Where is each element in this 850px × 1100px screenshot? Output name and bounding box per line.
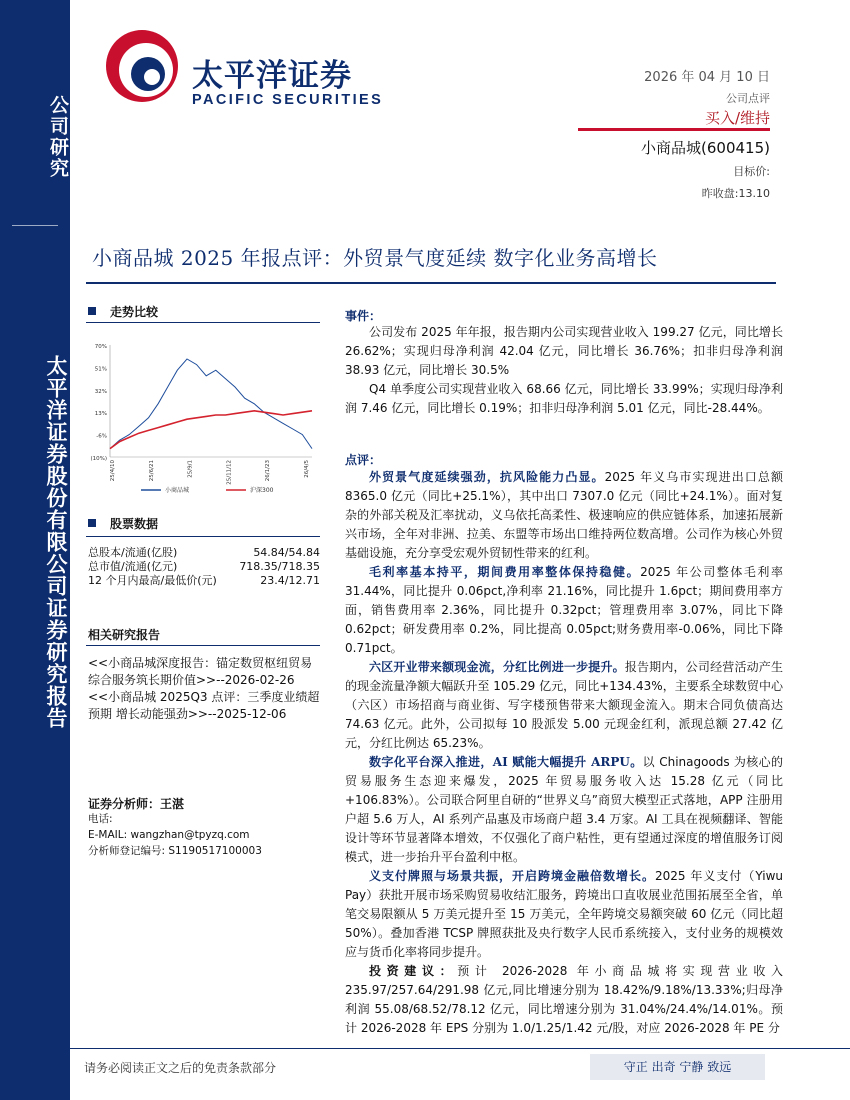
sidebar-org: 太平洋证券股份有限公司证券研究报告 (44, 355, 69, 729)
target-price: 目标价: (733, 165, 770, 178)
stock-name: 小商品城(600415) (641, 139, 770, 157)
analyst-contact (88, 811, 320, 859)
analyst-name: 证券分析师：王湛 (88, 797, 185, 811)
related-reports (88, 655, 320, 723)
table-row: 12 个月内最高/最低价(元) 23.4/12.71 (88, 574, 320, 587)
sidebar-category: 公司研究 (47, 95, 69, 179)
trend-chart (86, 333, 320, 503)
x-tick-label: 25/4/10 (110, 460, 116, 482)
event-paragraph: Q4 单季度公司实现营业收入 68.66 亿元，同比增长 33.99%；实现归母净利润 7.46 亿元，同比增长 0.19%；扣非归母净利润 5.01 亿元，同比-28.44%。 (345, 382, 783, 415)
y-tick-label: 51% (94, 366, 107, 373)
x-tick-label: 25/9/1 (187, 460, 194, 478)
bullet-square-icon (88, 307, 96, 315)
x-tick-label: 26/4/5 (304, 460, 310, 478)
y-tick-label: 32% (94, 388, 107, 395)
logo-mark-icon (100, 20, 190, 110)
sidebar (0, 0, 70, 1100)
rating-underline (578, 128, 770, 131)
series-line (110, 411, 312, 449)
x-tick-label: 25/6/21 (148, 460, 155, 482)
y-tick-label: 70% (94, 344, 107, 350)
event-body (345, 323, 783, 418)
report-date: 2026 年 04 月 10 日 (644, 70, 770, 85)
analyst-email[interactable]: E-MAIL: wangzhan@tpyzq.com (88, 829, 250, 841)
y-tick-label: (10%) (90, 456, 107, 462)
related-rule (86, 645, 320, 646)
related-report-link[interactable]: <<小商品城深度报告：锚定数贸枢纽贸易综合服务筑长期价值>>--2026-02-26 (88, 656, 313, 687)
related-report-link[interactable]: <<小商品城 2025Q3 点评：三季度业绩超预期 增长动能强劲>>--2025-12-06 (88, 690, 320, 721)
comment-point: 毛利率基本持平，期间费用率整体保持稳健。2025 年公司整体毛利率 31.44%，同比提升 0.06pct,净利率 21.16%，同比提升 1.6pct；期间费用率方面，销售费用率 2.36%，同比提升 0.32pct；管理费用率 3.07%，同比下降 0.62pct；研发费用率 0.2%，同比提高 0.05pct;财务费用率-0.06%，同比下降 0.71pct。 (345, 565, 783, 655)
stock-data-table (88, 546, 320, 588)
report-title: 小商品城 2025 年报点评：外贸景气度延续 数字化业务高增长 (92, 246, 658, 270)
stock-data-heading: 股票数据 (88, 515, 158, 532)
bullet-square-icon (88, 519, 96, 527)
footer-rule (70, 1048, 850, 1049)
legend-label: 沪深300 (250, 487, 274, 494)
y-tick-label: -6% (96, 433, 107, 440)
x-tick-label: 25/11/12 (226, 460, 233, 485)
comment-point: 外贸景气度延续强劲，抗风险能力凸显。2025 年义乌市实现进出口总额 8365.0 亿元（同比+25.1%），其中出口 7307.0 亿元（同比+24.1%）。面对复杂的外部关税及汇率扰动，义乌依托高柔性、极速响应的供应链体系，加速拓展新兴市场，全年对非洲、拉美、东盟等市场出口维持两位数高增。公司作为核心外贸基础设施，充分享受宏观外贸韧性带来的红利。 (345, 470, 783, 560)
table-row: 总股本/流通(亿股) 54.84/54.84 (88, 546, 320, 559)
event-paragraph: 公司发布 2025 年年报，报告期内公司实现营业收入 199.27 亿元，同比增长 26.62%；实现归母净利润 42.04 亿元，同比增长 36.76%；扣非归母净利润 38.93 亿元，同比增长 30.5% (345, 325, 783, 377)
footer-motto: 守正 出奇 宁静 致远 (590, 1054, 765, 1080)
y-tick-label: 13% (94, 411, 107, 418)
event-heading: 事件： (345, 309, 382, 323)
title-rule (86, 282, 776, 284)
trend-heading: 走势比较 (88, 303, 158, 320)
report-type: 公司点评 (726, 92, 770, 105)
analyst-phone: 电话: (88, 813, 113, 825)
rating: 买入/维持 (704, 109, 770, 127)
analyst-license: 分析师登记编号: S1190517100003 (88, 845, 262, 857)
series-line (110, 359, 312, 449)
comment-heading: 点评： (345, 453, 382, 467)
comment-body (345, 468, 783, 1038)
trend-rule (86, 322, 320, 323)
footer-disclaimer: 请务必阅读正文之后的免责条款部分 (84, 1061, 277, 1075)
comment-point: 六区开业带来额现金流，分红比例进一步提升。报告期内，公司经营活动产生的现金流量净额大幅跃升至 105.29 亿元，同比+134.43%，主要系全球数贸中心（六区）市场招商与商业街、写字楼预售带来大额现金流入。期末合同负债高达 74.63 亿元。此外，公司拟每 10 股派发 5.00 元现金红利，派现总额 27.42 亿元，分红比例达 65.23%。 (345, 660, 783, 750)
comment-point: 义支付牌照与场景共振，开启跨境金融倍数增长。2025 年义支付（Yiwu Pay）获批开展市场采购贸易收结汇服务，跨境出口直收展业范围拓展至全省，单笔交易限额从 5 万美元提升至 15 万美元，全年跨境交易额突破 60 亿元（同比超 50%）。叠加香港 TCSP 牌照获批及央行数字人民币系统接入，支付业务的规模效应与货币化率将同步提升。 (345, 869, 783, 959)
comment-point: 数字化平台深入推进，AI 赋能大幅提升 ARPU。以 Chinagoods 为核心的贸易服务生态迎来爆发，2025 年贸易服务收入达 15.28 亿元（同比+106.83%）。公司联合阿里自研的“世界义乌”商贸大模型正式落地，APP 注册用户超 5.6 万人，AI 系列产品惠及市场商户超 3.4 万家。AI 工具在视频翻译、智能设计等环节显著降本增效，不仅强化了商户粘性，更有望通过深度的增值服务订阅模式，进一步抬升平台盈利中枢。 (345, 755, 783, 864)
investment-advice: 投资建议：预计 2026-2028 年小商品城将实现营业收入 235.97/257.64/291.98 亿元,同比增速分别为 18.42%/9.18%/13.33%;归母净利润 55.08/68.52/78.12 亿元，同比增速分别为 31.04%/24.4%/14.01%。预计 2026-2028 年 EPS 分别为 1.0/1.25/1.42 元/股，对应 2026-2028 年 PE 分 (345, 964, 783, 1035)
logo-text-cn: 太平洋证券 (192, 58, 352, 94)
stock-data-rule (86, 536, 320, 537)
related-heading: 相关研究报告 (88, 628, 161, 642)
table-row: 总市值/流通(亿元) 718.35/718.35 (88, 560, 320, 573)
x-tick-label: 26/1/23 (265, 460, 272, 482)
sidebar-divider (12, 225, 58, 226)
close-price: 昨收盘:13.10 (701, 187, 770, 200)
legend-label: 小商品城 (165, 487, 190, 494)
company-logo (100, 20, 384, 110)
logo-text-en: PACIFIC SECURITIES (192, 92, 384, 108)
